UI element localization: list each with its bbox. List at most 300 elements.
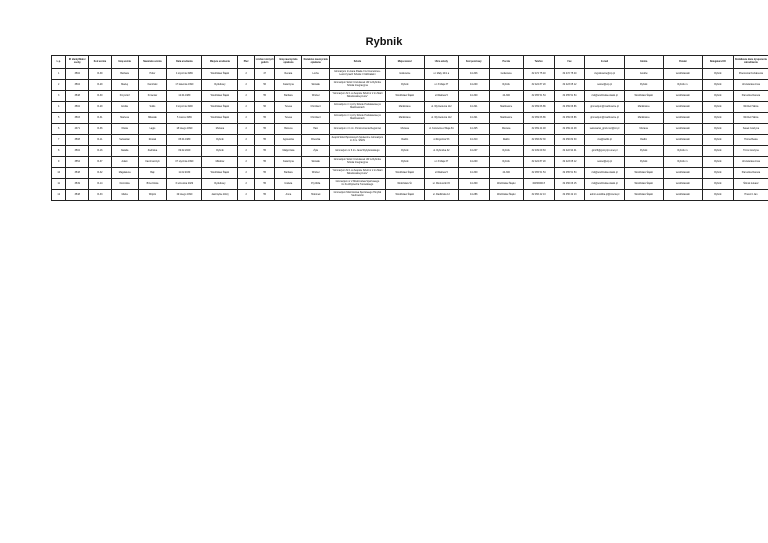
table-cell: 7 [52,135,66,146]
table-cell: 44-200 [458,80,489,91]
table-cell: Anna [275,190,302,201]
table-cell: 55 [254,113,275,124]
column-header: Płeć [238,56,254,69]
table-cell: Hofer [138,69,167,80]
table-cell: 3548 [66,168,89,179]
table-cell: 55 [254,168,275,179]
table-cell: 2 [238,157,254,168]
table-cell: Katarzyna [275,157,302,168]
table-cell: Rybnik [702,146,733,157]
table-cell: 2 [238,179,254,190]
table-row [52,157,768,168]
table-cell: Rybnik m. [663,157,702,168]
table-cell: 32 423 05 12 [554,80,585,91]
table-cell: wodzisławski [663,135,702,146]
table-cell: R-31 [89,113,112,124]
table-cell: Rybnik [385,80,424,91]
table-cell: Rydułtowy [202,80,238,91]
table-cell: Ślimok Łukasz [733,179,768,190]
column-header: Ulica szkoły [424,56,458,69]
table-cell: Rybnik [385,146,424,157]
table-cell: Gimnazjum Sióstr Urszulanek UR w Rybniku Szkoła Integracyjna [330,80,386,91]
table-row [52,113,768,124]
table-cell: 19 lutego 1990 [167,190,202,201]
table-cell: Marklowice [385,113,424,124]
table-cell: 3503 [66,113,89,124]
table-cell: Bąk [138,168,167,179]
table-cell: Rybnik [624,146,663,157]
table-cell: 56 [254,80,275,91]
table-cell: Wodzisław Śląski [624,190,663,201]
table-cell: 44-300 [458,168,489,179]
column-header: Kod ucznia [89,56,112,69]
table-cell: ul. Kościelna 2 Maja 81 [424,124,458,135]
table-cell: R-11 [89,135,112,146]
table-cell: Radlin [489,135,523,146]
table-cell: 32 422 87 20 [523,157,554,168]
table-cell: 44-207 [458,146,489,157]
table-cell: zs2@wodzislaw-slaski.pl [585,91,624,102]
table-cell: Chrobacz [302,102,330,113]
table-cell: Adam [111,157,138,168]
table-cell: 32 455 51 54 [554,168,585,179]
table-cell: Marklowice [489,113,523,124]
table-cell: ul. Wyzwolenia 112 [424,113,458,124]
column-header: ID identyfikator osoby [66,56,89,69]
table-cell: wodzisławski [663,91,702,102]
table-cell: 12.04.1989 [167,91,202,102]
table-cell: Rybnik [702,179,733,190]
table-cell: Marlena [111,113,138,124]
table-cell: Chrobacz [302,113,330,124]
table-cell: 2 [238,124,254,135]
table-cell: 32 459 66 86 [523,113,554,124]
table-cell: Gotkowice [385,69,424,80]
table-cell: Gimnazjum im.Jana Pawła II w Czerwionce-Leszczynach Szkoła z Oddziałami [330,69,386,80]
table-cell: 8 [52,146,66,157]
table-cell: Marklowice [624,102,663,113]
table-cell: 44-300 [458,179,489,190]
table-cell: Radlin [385,135,424,146]
table-cell: R-29 [89,80,112,91]
table-cell: Mszana [624,124,663,135]
table-cell: 32 456 42 13 [554,190,585,201]
table-cell: ul.Rogozina 53 [424,135,458,146]
table-row [52,80,768,91]
table-cell: Słowiak [302,80,330,91]
table-cell: Bożena [275,124,302,135]
table-cell: Hołomek [302,190,330,201]
column-header: E-mail [585,56,624,69]
table-cell: Brzezińska [138,179,167,190]
table-row [52,168,768,179]
table-cell: sekret@wp.pl [585,80,624,91]
table-cell: Oliwia [111,124,138,135]
table-cell: Rybnik [624,80,663,91]
table-cell: Pracownia Kształcenia [733,69,768,80]
table-cell: 32 459 66 86 [554,113,585,124]
table-cell: Wodzisław Śląski [202,168,238,179]
table-cell: Marklowice [624,113,663,124]
column-header: Imię nauczyciela opiekuna [275,56,302,69]
table-cell: Wodzisław Śląski [489,190,523,201]
column-header: Dodatkowe dane dysponenta zatrudnienia [733,56,768,69]
table-cell: 44-300 [489,91,523,102]
column-header: Powiat [663,56,702,69]
table-cell: 2 [238,91,254,102]
column-header: Poczta [489,56,523,69]
table-cell: 32 422 94 01 [554,146,585,157]
table-cell: wodzisławski [663,69,702,80]
table-cell: 32 472 75 40 [554,69,585,80]
table-cell: Wodzisław Śląski [489,179,523,190]
table-cell: Katarzyna [275,80,302,91]
table-cell: Godów [624,69,663,80]
table-cell: Rybnik [702,102,733,113]
table-cell: 32 456 82 30 [554,135,585,146]
table-cell: R-32 [89,168,112,179]
table-cell: R-29 [89,102,112,113]
table-cell: Gimnazjum Mistrzostwa Sportowego Hmybik Stebrowicki [330,190,386,201]
table-cell: wodzisławski [663,168,702,179]
table-cell: Wodzisław Śląski [624,179,663,190]
table-cell: Lagis [138,124,167,135]
column-header: Imię ucznia [111,56,138,69]
table-cell: 32 422 87 20 [523,80,554,91]
table-cell: Rybnik [702,190,733,201]
table-cell: Kaczmarczyk [138,157,167,168]
table-cell: 1 [52,69,66,80]
table-cell: 2 [238,135,254,146]
table-cell: 55 [254,91,275,102]
table-cell: Wodzisław Śląski [202,113,238,124]
table-cell: ul.Wałowa 5 [424,168,458,179]
table-cell: ul. Mały 10/1 a [424,69,458,80]
students-table [51,55,768,201]
table-cell: Trzos Grażyna [733,146,768,157]
table-cell: ul. Rybnicka 32 [424,146,458,157]
table-cell: 2 [238,80,254,91]
table-cell: ul. Moniuszki 15 [424,179,458,190]
table-cell: 44-300 [458,91,489,102]
table-cell: Rybnik [702,135,733,146]
table-row [52,135,768,146]
table-cell: Słowiak [302,157,330,168]
table-cell: 32 455 51 54 [554,91,585,102]
table-cell: 44-325 [458,124,489,135]
table-cell: Gimnazjum nr 2 Mistrzostwa Sportowego im.Ks.Wojciecha Turowskiego [330,179,386,190]
table-cell: sekret@wp.pl [585,157,624,168]
table-cell: admin.sosbiba.pl@interia.pl [585,190,624,201]
table-header-row [52,56,768,69]
table-cell: Rybnik [489,157,523,168]
table-cell: 55 [254,157,275,168]
table-row [52,102,768,113]
table-cell: Dominika [111,179,138,190]
table-cell: wodzisławski [663,190,702,201]
table-cell: Gimnazjum nr 1 przy Szkole Podstawowej w Marklowicach [330,102,386,113]
column-header: Telefon [523,56,554,69]
table-cell: 44-300 [489,168,523,179]
table-cell: 56 [254,102,275,113]
table-row [52,91,768,102]
table-cell: 2 [238,190,254,201]
table-cell: Marta [111,190,138,201]
table-cell: 47 [254,69,275,80]
table-cell: 09.02.2029 [167,146,202,157]
table-cell: Wróbel Halina [733,113,768,124]
table-cell: 55 [254,146,275,157]
table-cell: Sasek Grażyna [733,124,768,135]
column-header: L.p. [52,56,66,69]
table-cell: 44-200 [458,157,489,168]
table-cell: 5 [52,113,66,124]
table-cell: Natalia [111,146,138,157]
table-cell: 44-286 [458,190,489,201]
table-cell: Małgorzata [275,146,302,157]
table-cell: Paruszka Danuta [733,168,768,179]
table-cell: Wrobel [302,168,330,179]
table-cell: 3548 [66,190,89,201]
table-cell: R-16 [89,146,112,157]
table-cell: 2 [52,80,66,91]
table-cell: 32456000 8 [523,179,554,190]
table-cell: Wodzisław Śląski [624,168,663,179]
table-cell: 55 [254,124,275,135]
table-cell: Emilia [111,102,138,113]
table-cell: 3502 [66,146,89,157]
table-cell: Teresa [275,113,302,124]
table-cell: "Gimnazjum Nr 1 w Zespole Szkół nr 2 im.Marii Skłodowskiej-Curie" [330,91,386,102]
table-cell: Pryzbilla [302,179,330,190]
column-header: Gmina [624,56,663,69]
table-cell: Marklowice [385,102,424,113]
table-cell: 44-321 [458,102,489,113]
table-cell: 32 472 75 40 [523,69,554,80]
table-cell: Urszulanka Anna [733,157,768,168]
table-cell: 55 [254,135,275,146]
table-cell: 3554 [66,157,89,168]
table-cell: Rybnik [702,113,733,124]
table-cell: Mszana [489,124,523,135]
table-cell: 12 [52,190,66,201]
table-cell: 3502 [66,69,89,80]
table-cell: 3 [52,91,66,102]
table-cell: 5 marca 1989 [167,113,202,124]
table-cell: ul. 3 Maja 37 [424,157,458,168]
table-cell: Rybnik [489,80,523,91]
table-cell: Agnieszka [275,135,302,146]
table-cell: 11.02.2030 [167,168,202,179]
table-cell: Wrobel [302,91,330,102]
table-cell: Barbara [111,69,138,80]
table-cell: Rybnik m. [663,146,702,157]
table-row [52,146,768,157]
table-cell: 44-346 [458,69,489,80]
table-cell: Rybnik [702,157,733,168]
table-cell: Hruszcz Jan [733,190,768,201]
table-cell: Gimnazjum nr 1 im. Porozumienia Regionów [330,124,386,135]
table-cell: Urszulanka Anna [733,80,768,91]
table-cell: 44-310 [458,135,489,146]
table-cell: wodzisławski [663,179,702,190]
table-cell: 3549 [66,179,89,190]
table-cell: Rzeszka [302,135,330,146]
table-cell: R-39 [89,69,112,80]
table-cell: Wójcik [138,190,167,201]
table-cell: Wodzisław Śl. [385,179,424,190]
table-cell: 07 stycznia 1990 [167,157,202,168]
table-cell: 3548 [66,91,89,102]
table-cell: Mszana [202,124,238,135]
table-cell: Milasiak [138,113,167,124]
page-title: Rybnik [365,36,403,48]
table-cell: 10 [52,168,66,179]
column-header: Nazwisko ucznia [138,56,167,69]
column-header: Szkoła [330,56,386,69]
table-cell: Rybnik [202,135,238,146]
table-cell: 32 423 05 12 [554,157,585,168]
table-cell: Zielińska [138,146,167,157]
table-cell: 4 [52,102,66,113]
table-cell: 6 [52,124,66,135]
table-cell: Gimnazjum nr 6 im. Jana Wyżykowskiego [330,146,386,157]
table-cell: wodzisławski [663,113,702,124]
table-cell: zsgotkowice@op.pl [585,69,624,80]
column-header: Data urodzenia [167,56,202,69]
table-cell: Wodzisław Śląski [202,102,238,113]
table-cell: Mszana [385,124,424,135]
table-cell: Rybnik [702,168,733,179]
table-cell: Gimnazjum Sióstr Urszulanek UR w Rybniku Szkoła Integracyjna [330,157,386,168]
table-cell: Wodzisław Śląski [202,91,238,102]
table-cell: R-14 [89,179,112,190]
table-cell: 2 [238,69,254,80]
table-cell: Zespół Szkół Sportowych Społeczne Gimnazjum nr 3 im. ŚSDS [330,135,386,146]
table-cell: Barbara [275,168,302,179]
table-row [52,179,768,190]
table-cell: Żyła [302,146,330,157]
table-cell: 9 stycznia 1990 [167,102,202,113]
column-header: Miejsce urodzenia [202,56,238,69]
table-cell: "Gimnazjum Nr 1 w Zespole Szkół nr 2 im.Marii Skłodowskiej-Curie" [330,168,386,179]
table-cell: Rybnik [702,124,733,135]
table-cell: sekretariat_gim1msz@int.pl [585,124,624,135]
table-cell: 44-321 [458,113,489,124]
table-cell: Paruszka Danuta [733,91,768,102]
table-cell: 32 459 44 48 [523,124,554,135]
table-cell: Kamiński [138,80,167,91]
table-cell: 3508 [66,135,89,146]
table-cell: Izabela [275,179,302,190]
table-cell: Sebastian [111,135,138,146]
table-cell: 32 459 66 86 [523,102,554,113]
column-header: Fax [554,56,585,69]
table-cell: Wróbel Halina [733,102,768,113]
column-header: Kod pocztowy [458,56,489,69]
table-cell: Mikołów [202,157,238,168]
table-cell: 32 456 42 13 [523,190,554,201]
table-cell: Rybnik [702,91,733,102]
table-cell: 3504 [66,80,89,91]
table-cell: 2 [238,146,254,157]
table-cell: 11 [52,179,66,190]
table-cell: 32 455 51 54 [523,168,554,179]
table-cell: ul. 3 Maja 37 [424,80,458,91]
table-cell: Rosiak [138,135,167,146]
table-cell: R-37 [89,157,112,168]
table-cell: wodzisławski [663,124,702,135]
table-cell: Maciej [111,80,138,91]
table-cell: 2 [238,168,254,179]
column-header: Miejscowość [385,56,424,69]
table-cell: R-36 [89,124,112,135]
table-cell: Jastrzębie Zdrój [202,190,238,201]
table-cell: gimnazjum@marklowice.pl [585,113,624,124]
table-cell: 32 455 51 54 [523,91,554,102]
table-cell: ul. Wyzwolenia 112 [424,102,458,113]
column-header: Liczba rocznych godzin [254,56,275,69]
table-cell: gimnazjum@marklowice.pl [585,102,624,113]
table-cell: Wodzisław Śląski [385,91,424,102]
table-cell: 4371 [66,124,89,135]
table-cell: Wodzisław Śląski [385,168,424,179]
table-cell: 18 lutego 1990 [167,124,202,135]
table-cell: 32 439 09 63 [523,146,554,157]
table-cell: ul. Radlińska 12 [424,190,458,201]
table-cell: 32 459 66 86 [554,102,585,113]
table-cell: R-33 [89,190,112,201]
table-cell: Rybnik [202,146,238,157]
table-cell: Renata [275,69,302,80]
table-cell: Wodzisław Śląski [202,69,238,80]
table-cell: 3502 [66,102,89,113]
table-cell: Hain [302,124,330,135]
table-cell: Rybnik [624,157,663,168]
table-cell: 55 [254,179,275,190]
table-cell: zs2@wodzislaw-slaski.pl [585,179,624,190]
table-cell: 9 [52,157,66,168]
table-cell: Radlin [624,135,663,146]
column-header: Delegatura KO [702,56,733,69]
table-cell: Rybnik [702,69,733,80]
table-cell: Marklowice [489,102,523,113]
table-cell: 32 456 82 30 [523,135,554,146]
table-row [52,69,768,80]
table-cell: 32 456 06 15 [554,179,585,190]
table-cell: gimrl6@gorzyzpi.onet.pl [585,146,624,157]
table-cell: Rybnik [702,80,733,91]
table-cell: Wodzisław Śląski [624,91,663,102]
table-cell: 32 459 44 48 [554,124,585,135]
table-cell: Hrona Beata [733,135,768,146]
table-cell: wodzisławski [663,102,702,113]
table-cell: 17 kwietnia 1990 [167,80,202,91]
table-cell: Gotkowice [489,69,523,80]
table-cell: Loche [302,69,330,80]
table-cell: Sołtis [138,102,167,113]
table-cell: Rybnik [385,157,424,168]
table-cell: Gimnazjum nr 1 przy Szkole Podstawowej w Marklowicach [330,113,386,124]
table-cell: zss@radlin.pl [585,135,624,146]
table-cell: Magdalena [111,168,138,179]
table-cell: zs2@wodzislaw-slaski.pl [585,168,624,179]
table-cell: 2 [238,102,254,113]
table-row [52,124,768,135]
table-cell: 05.04.1989 [167,135,202,146]
table-cell: 6 września 2029 [167,179,202,190]
table-cell: Krzysztof [111,91,138,102]
